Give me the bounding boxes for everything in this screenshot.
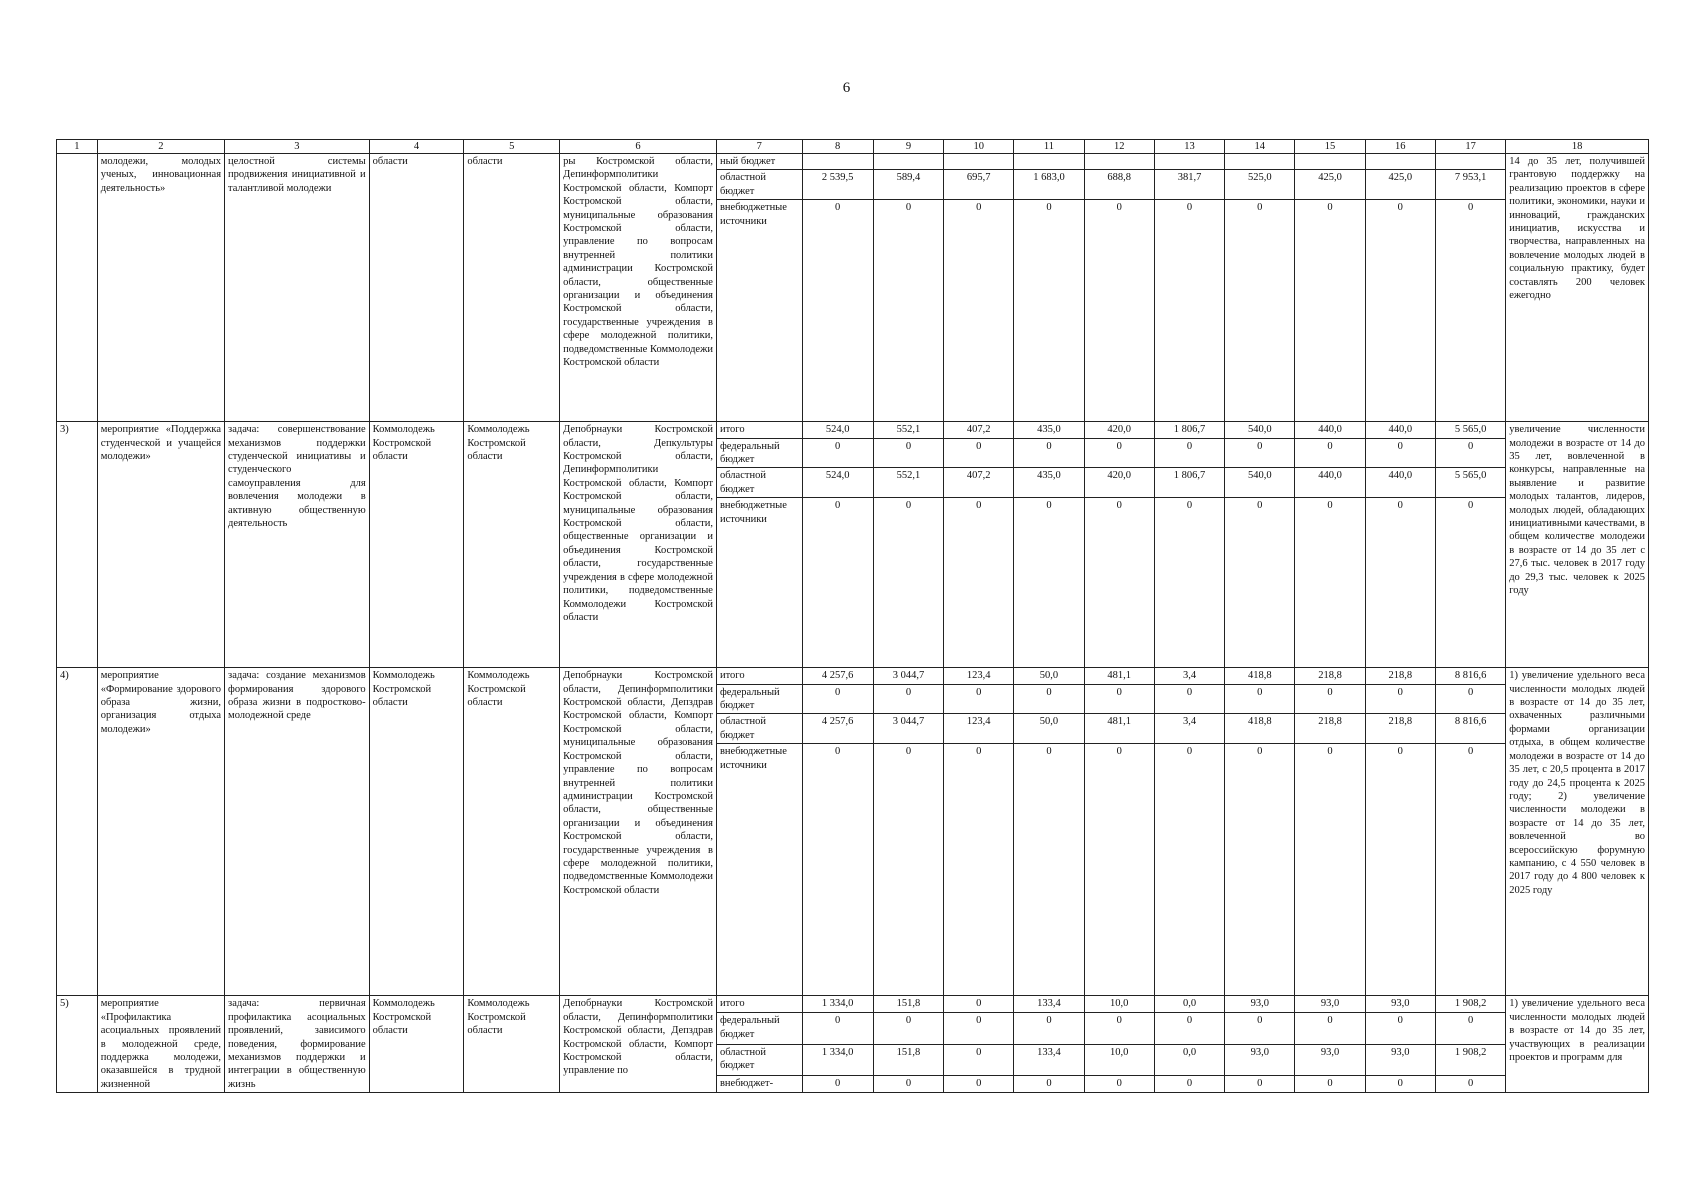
funding-value: 123,4 — [944, 668, 1014, 684]
responsible-executor: Коммолодежь Костромской области — [369, 422, 464, 668]
funding-value: 0 — [1295, 200, 1365, 422]
funding-value: 218,8 — [1365, 668, 1435, 684]
funding-source: итого — [716, 996, 802, 1013]
funding-value: 0 — [873, 1075, 943, 1092]
funding-value: 0 — [1225, 744, 1295, 996]
funding-value: 0 — [1365, 438, 1435, 468]
funding-value: 7 953,1 — [1435, 170, 1505, 200]
column-number: 16 — [1365, 140, 1435, 154]
activity-4-row — [57, 668, 1649, 684]
funding-value: 218,8 — [1295, 668, 1365, 684]
funding-value: 0 — [944, 1044, 1014, 1075]
activity-5-row — [57, 996, 1649, 1013]
funding-value: 0 — [1084, 200, 1154, 422]
funding-value: 0 — [944, 996, 1014, 1013]
funding-value: 0 — [1154, 684, 1224, 714]
funding-value: 0 — [1435, 200, 1505, 422]
funding-value: 93,0 — [1225, 996, 1295, 1013]
funding-value: 0 — [1084, 744, 1154, 996]
activity-name: мероприятие «Профилактика асоциальных проявлений в молодежной среде, поддержка молодежи, оказавшейся в трудной жизненной — [97, 996, 224, 1093]
funding-value: 0 — [1084, 684, 1154, 714]
funding-value: 0 — [802, 684, 873, 714]
funding-value: 151,8 — [873, 1044, 943, 1075]
funding-value: 0 — [1365, 684, 1435, 714]
funding-value: 524,0 — [802, 468, 873, 498]
co-executors: ры Костромской области, Депинформполитики Костромской области, Компорт Костромской области, муниципальные образования Костромской области, управление по вопросам внутренней политики администрации Костромской области, общественные организации и объединения Костромской области, государственные учреждения в сфере молодежной политики, подведомственные Коммолодежи Костромской области — [560, 154, 717, 422]
funding-value: 218,8 — [1295, 714, 1365, 744]
funding-value: 589,4 — [873, 170, 943, 200]
funding-value: 0 — [944, 200, 1014, 422]
continuation-row — [57, 154, 1649, 170]
funding-value — [1365, 154, 1435, 170]
row-number: 3) — [57, 422, 98, 668]
funding-value: 552,1 — [873, 422, 943, 438]
column-number: 7 — [716, 140, 802, 154]
funding-value — [1435, 154, 1505, 170]
funding-source: ный бюджет — [716, 154, 802, 170]
column-number-row — [57, 140, 1649, 154]
coordinator: Коммолодежь Костромской области — [464, 668, 560, 996]
column-number: 11 — [1014, 140, 1084, 154]
funding-value: 0 — [1295, 1013, 1365, 1044]
column-number: 13 — [1154, 140, 1224, 154]
page-number: 6 — [842, 80, 851, 96]
funding-source: внебюджетные источники — [716, 200, 802, 422]
column-number: 14 — [1225, 140, 1295, 154]
column-number: 6 — [560, 140, 717, 154]
funding-value: 0 — [1014, 1013, 1084, 1044]
funding-value: 93,0 — [1225, 1044, 1295, 1075]
funding-source: итого — [716, 422, 802, 438]
activity-name: мероприятие «Поддержка студенческой и учащейся молодежи» — [97, 422, 224, 668]
funding-value: 0 — [944, 684, 1014, 714]
responsible-executor: Коммолодежь Костромской области — [369, 668, 464, 996]
funding-value: 5 565,0 — [1435, 422, 1505, 438]
funding-value: 435,0 — [1014, 468, 1084, 498]
funding-value — [873, 154, 943, 170]
funding-source: областной бюджет — [716, 170, 802, 200]
co-executors: Депобрнауки Костромской области, Депкультуры Костромской области, Депинформполитики Костромской области, Компорт Костромской области, муниципальные образования Костромской области, общественные организации и объединения Костромской области, государственные учреждения в сфере молодежной политики, подведомственные Коммолодежи Костромской области — [560, 422, 717, 668]
funding-value: 0 — [802, 498, 873, 668]
funding-value: 1 908,2 — [1435, 1044, 1505, 1075]
funding-value: 0 — [1435, 1075, 1505, 1092]
funding-value: 4 257,6 — [802, 668, 873, 684]
funding-value: 381,7 — [1154, 170, 1224, 200]
funding-value: 0 — [1365, 1075, 1435, 1092]
column-number: 17 — [1435, 140, 1505, 154]
funding-value: 0 — [1154, 1013, 1224, 1044]
funding-value — [1014, 154, 1084, 170]
funding-value: 0 — [1295, 1075, 1365, 1092]
funding-value: 420,0 — [1084, 422, 1154, 438]
funding-value: 0,0 — [1154, 1044, 1224, 1075]
co-executors: Депобрнауки Костромской области, Депинформполитики Костромской области, Депздрав Костромской области, Компорт Костромской области, управление по — [560, 996, 717, 1093]
funding-source: федеральный бюджет — [716, 684, 802, 714]
funding-value: 10,0 — [1084, 1044, 1154, 1075]
funding-value: 0 — [802, 744, 873, 996]
funding-value: 8 816,6 — [1435, 714, 1505, 744]
responsible-executor: Коммолодежь Костромской области — [369, 996, 464, 1093]
funding-value: 0 — [1084, 498, 1154, 668]
funding-value: 8 816,6 — [1435, 668, 1505, 684]
coordinator: Коммолодежь Костромской области — [464, 996, 560, 1093]
funding-value: 0 — [1154, 200, 1224, 422]
funding-value: 0 — [1154, 498, 1224, 668]
funding-value: 525,0 — [1225, 170, 1295, 200]
expected-result: увеличение численности молодежи в возрасте от 14 до 35 лет, вовлеченной в конкурсы, направленные на выявление и развитие молодых талантов, лидеров, молодых людей, обладающих инициативными качествами, в общем количестве молодежи в возрасте от 14 до 35 лет с 27,6 тыс. человек в 2017 году до 29,3 тыс. человек к 2025 году — [1506, 422, 1649, 668]
funding-source: областной бюджет — [716, 714, 802, 744]
column-number: 9 — [873, 140, 943, 154]
funding-value: 93,0 — [1295, 1044, 1365, 1075]
funding-value: 440,0 — [1295, 422, 1365, 438]
funding-value: 0 — [1014, 498, 1084, 668]
funding-value — [1295, 154, 1365, 170]
funding-value: 435,0 — [1014, 422, 1084, 438]
funding-value: 0 — [1084, 438, 1154, 468]
funding-value: 695,7 — [944, 170, 1014, 200]
funding-value: 0 — [1014, 438, 1084, 468]
funding-value: 3,4 — [1154, 668, 1224, 684]
funding-value: 0 — [802, 438, 873, 468]
funding-value: 123,4 — [944, 714, 1014, 744]
funding-value: 418,8 — [1225, 714, 1295, 744]
funding-value: 0 — [1014, 1075, 1084, 1092]
column-number: 18 — [1506, 140, 1649, 154]
funding-value — [802, 154, 873, 170]
funding-value: 407,2 — [944, 468, 1014, 498]
funding-value: 50,0 — [1014, 714, 1084, 744]
funding-value: 425,0 — [1365, 170, 1435, 200]
funding-value: 524,0 — [802, 422, 873, 438]
funding-value: 3,4 — [1154, 714, 1224, 744]
funding-source: областной бюджет — [716, 1044, 802, 1075]
funding-value: 0 — [944, 438, 1014, 468]
funding-value: 0 — [1225, 438, 1295, 468]
funding-value: 0 — [1225, 684, 1295, 714]
funding-value: 3 044,7 — [873, 668, 943, 684]
funding-value: 5 565,0 — [1435, 468, 1505, 498]
funding-value: 0 — [944, 498, 1014, 668]
funding-value: 0 — [1154, 438, 1224, 468]
funding-value: 481,1 — [1084, 714, 1154, 744]
funding-value: 0 — [1365, 200, 1435, 422]
funding-value: 10,0 — [1084, 996, 1154, 1013]
funding-value: 93,0 — [1365, 996, 1435, 1013]
column-number: 12 — [1084, 140, 1154, 154]
funding-value: 0 — [1154, 1075, 1224, 1092]
funding-value: 0 — [1295, 498, 1365, 668]
column-number: 2 — [97, 140, 224, 154]
funding-value: 0 — [802, 1075, 873, 1092]
column-number: 4 — [369, 140, 464, 154]
funding-value: 440,0 — [1295, 468, 1365, 498]
program-table — [56, 139, 1649, 1093]
funding-value: 2 539,5 — [802, 170, 873, 200]
funding-value: 688,8 — [1084, 170, 1154, 200]
task-description: задача: первичная профилактика асоциальных проявлений, зависимого поведения, формирование механизмов поддержки и интеграции в общественную жизнь — [225, 996, 370, 1093]
expected-result: 1) увеличение удельного веса численности молодых людей в возрасте от 14 до 35 лет, участвующих в реализации проектов и программ для — [1506, 996, 1649, 1093]
funding-value — [1154, 154, 1224, 170]
funding-value: 0 — [1295, 684, 1365, 714]
column-number: 10 — [944, 140, 1014, 154]
column-number: 8 — [802, 140, 873, 154]
funding-value: 440,0 — [1365, 422, 1435, 438]
funding-value: 1 334,0 — [802, 996, 873, 1013]
funding-source: внебюджет- — [716, 1075, 802, 1092]
funding-value: 50,0 — [1014, 668, 1084, 684]
funding-value: 0 — [1435, 1013, 1505, 1044]
funding-value: 93,0 — [1365, 1044, 1435, 1075]
column-number: 3 — [225, 140, 370, 154]
funding-value: 0 — [873, 1013, 943, 1044]
task-description: задача: совершенствование механизмов поддержки студенческой инициативы и студенческого самоуправления для вовлечения молодежи в активную общественную деятельность — [225, 422, 370, 668]
funding-value: 0 — [802, 200, 873, 422]
funding-value — [1225, 154, 1295, 170]
funding-value: 133,4 — [1014, 996, 1084, 1013]
funding-value: 0 — [1084, 1013, 1154, 1044]
funding-value: 481,1 — [1084, 668, 1154, 684]
funding-value: 0 — [802, 1013, 873, 1044]
funding-value: 0 — [873, 200, 943, 422]
column-number: 1 — [57, 140, 98, 154]
funding-value: 0 — [873, 498, 943, 668]
funding-value: 151,8 — [873, 996, 943, 1013]
funding-value: 0 — [1295, 438, 1365, 468]
funding-value: 0 — [1295, 744, 1365, 996]
task-description: задача: создание механизмов формирования здорового образа жизни в подростково-молодежной среде — [225, 668, 370, 996]
funding-value: 0 — [1435, 684, 1505, 714]
funding-value: 440,0 — [1365, 468, 1435, 498]
funding-value: 0 — [873, 744, 943, 996]
funding-value: 0 — [1014, 200, 1084, 422]
row-number: 5) — [57, 996, 98, 1093]
coordinator: Коммолодежь Костромской области — [464, 422, 560, 668]
funding-value: 0 — [1365, 744, 1435, 996]
funding-value: 425,0 — [1295, 170, 1365, 200]
funding-value: 0 — [1435, 498, 1505, 668]
funding-value: 0 — [1225, 200, 1295, 422]
funding-value: 0 — [944, 1013, 1014, 1044]
funding-value: 3 044,7 — [873, 714, 943, 744]
coordinator: области — [464, 154, 560, 422]
funding-value — [944, 154, 1014, 170]
funding-value: 407,2 — [944, 422, 1014, 438]
activity-name: мероприятие «Формирование здорового образа жизни, организация отдыха молодежи» — [97, 668, 224, 996]
funding-value: 0 — [1225, 1013, 1295, 1044]
funding-value: 0,0 — [1154, 996, 1224, 1013]
funding-source: федеральный бюджет — [716, 1013, 802, 1044]
funding-value: 0 — [1014, 744, 1084, 996]
funding-value: 0 — [944, 1075, 1014, 1092]
funding-value: 0 — [1084, 1075, 1154, 1092]
funding-value: 552,1 — [873, 468, 943, 498]
funding-value: 0 — [1365, 1013, 1435, 1044]
expected-result: 1) увеличение удельного веса численности молодых людей в возрасте от 14 до 35 лет, охваченных различными формами организации отдыха, в общем количестве молодежи в возрасте от 14 до 35 лет, с 20,5 процента в 2017 году до 24,5 процента к 2025 году; 2) увеличение численности молодежи в возрасте от 14 до 35 лет, вовлеченной во всероссийскую форумную кампанию, с 4 550 человек в 2017 году до 4 800 человек к 2025 году — [1506, 668, 1649, 996]
row-number: 4) — [57, 668, 98, 996]
funding-source: внебюджетные источники — [716, 744, 802, 996]
funding-source: внебюджетные источники — [716, 498, 802, 668]
activity-name: молодежи, молодых ученых, инновационная деятельность» — [97, 154, 224, 422]
funding-value: 0 — [873, 684, 943, 714]
task-description: целостной системы продвижения инициативной и талантливой молодежи — [225, 154, 370, 422]
column-number: 15 — [1295, 140, 1365, 154]
funding-value: 0 — [944, 744, 1014, 996]
funding-value: 0 — [1365, 498, 1435, 668]
funding-value: 1 334,0 — [802, 1044, 873, 1075]
funding-value: 418,8 — [1225, 668, 1295, 684]
funding-value: 0 — [1435, 438, 1505, 468]
responsible-executor: области — [369, 154, 464, 422]
funding-value: 540,0 — [1225, 422, 1295, 438]
funding-value: 4 257,6 — [802, 714, 873, 744]
funding-value: 1 908,2 — [1435, 996, 1505, 1013]
funding-value: 1 683,0 — [1014, 170, 1084, 200]
row-number — [57, 154, 98, 422]
funding-value: 0 — [1225, 498, 1295, 668]
funding-source: федеральный бюджет — [716, 438, 802, 468]
activity-3-row — [57, 422, 1649, 438]
funding-value: 218,8 — [1365, 714, 1435, 744]
funding-value: 1 806,7 — [1154, 422, 1224, 438]
funding-value: 0 — [1435, 744, 1505, 996]
funding-source: итого — [716, 668, 802, 684]
co-executors: Депобрнауки Костромской области, Депинформполитики Костромской области, Депздрав Костромской области, Компорт Костромской области, муниципальные образования Костромской области, управление по вопросам внутренней политики администрации Костромской области, общественные организации и объединения Костромской области, государственные учреждения в сфере молодежной политики, подведомственные Коммолодежи Костромской области — [560, 668, 717, 996]
funding-value — [1084, 154, 1154, 170]
funding-source: областной бюджет — [716, 468, 802, 498]
funding-value: 540,0 — [1225, 468, 1295, 498]
funding-value: 0 — [1154, 744, 1224, 996]
funding-value: 93,0 — [1295, 996, 1365, 1013]
funding-value: 0 — [1014, 684, 1084, 714]
funding-value: 0 — [1225, 1075, 1295, 1092]
expected-result: 14 до 35 лет, получившей грантовую поддержку на реализацию проектов в сфере политики, экономики, науки и инноваций, гражданских инициатив, искусства и творчества, направленных на вовлечение молодых людей в социальную практику, будет составлять 200 человек ежегодно — [1506, 154, 1649, 422]
funding-value: 420,0 — [1084, 468, 1154, 498]
funding-value: 1 806,7 — [1154, 468, 1224, 498]
funding-value: 133,4 — [1014, 1044, 1084, 1075]
funding-value: 0 — [873, 438, 943, 468]
column-number: 5 — [464, 140, 560, 154]
